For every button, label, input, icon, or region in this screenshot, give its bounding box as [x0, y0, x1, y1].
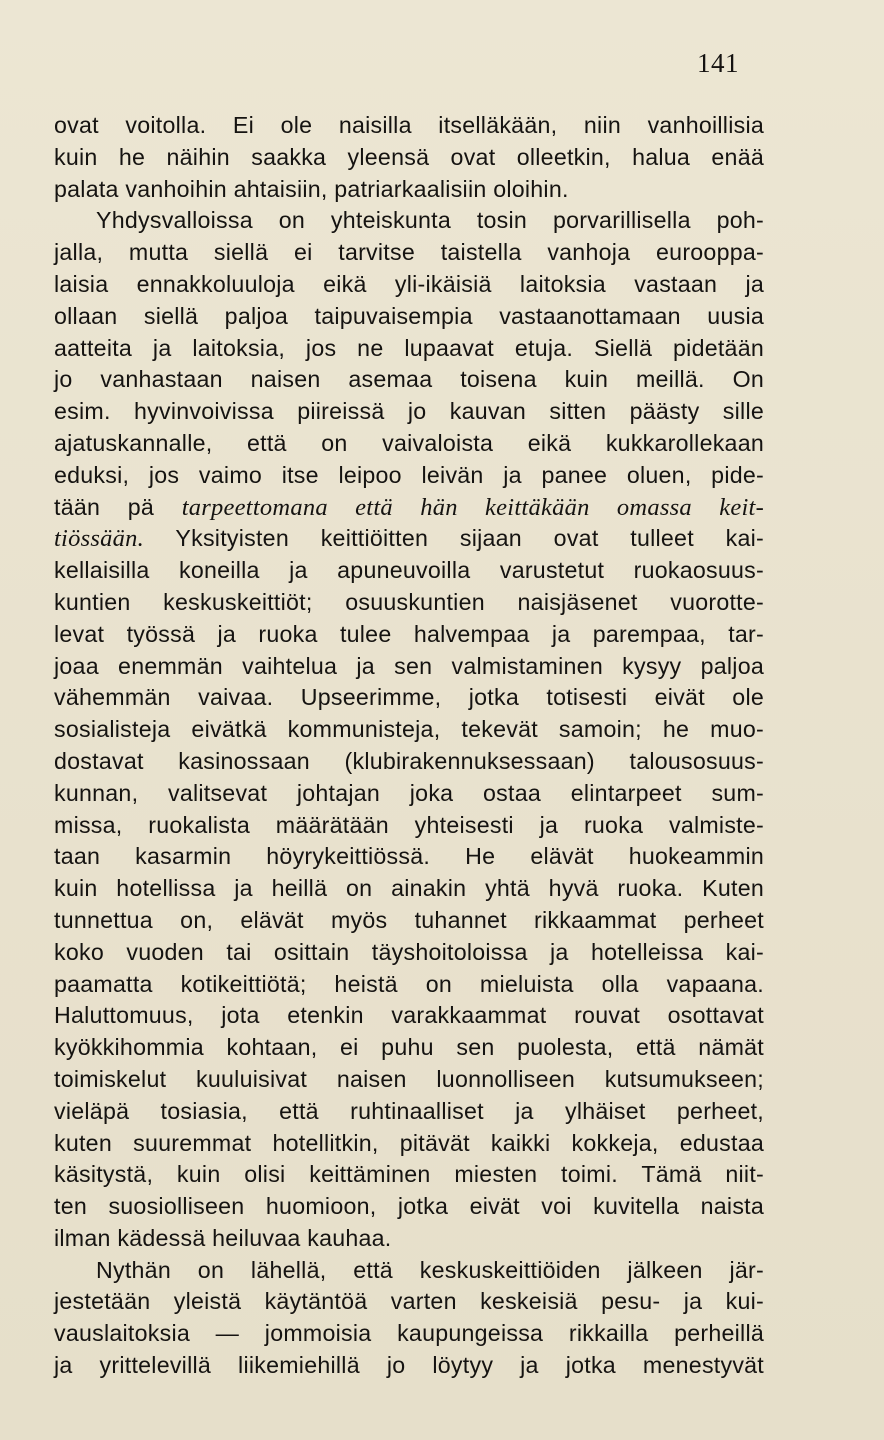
text-line: sosialisteja eivätkä kommunisteja, tekevät samoin; he muo- [54, 716, 764, 743]
text-line: ilman kädessä heiluvaa kauhaa. [54, 1224, 392, 1251]
text-line: ovat voitolla. Ei ole naisilla itselläkään, niin vanhoillisia [54, 112, 764, 138]
text-line: Yhdysvalloissa on yhteiskunta tosin porvarillisella poh- [96, 207, 764, 234]
text-line: Haluttomuus, jota etenkin varakkaammat rouvat osottavat [54, 1002, 764, 1029]
text-line: taan kasarmin höyrykeittiössä. He elävät huokeammin [54, 843, 764, 870]
text-line: joaa enemmän vaihtelua ja sen valmistaminen kysyy paljoa [54, 652, 764, 679]
text-line: dostavat kasinossaan (klubirakennuksessaan) talousosuus- [54, 747, 764, 774]
text-line: ajatuskannalle, että on vaivaloista eikä kukkarollekaan [54, 429, 764, 456]
text-line: kuin hotellissa ja heillä on ainakin yhtä hyvä ruoka. Kuten [54, 875, 764, 902]
text-line: Nythän on lähellä, että keskuskeittiöiden jälkeen jär- [96, 1256, 764, 1283]
text-line: jestetään yleistä käytäntöä varten keskeisiä pesu- ja kui- [54, 1288, 764, 1315]
text-line: levat työssä ja ruoka tulee halvempaa ja parempaa, tar- [54, 620, 764, 647]
text-segment: Yksityisten keittiöitten sijaan ovat tulleet kai- [144, 525, 764, 552]
text-line: käsitystä, kuin olisi keittäminen miesten toimi. Tämä niit- [54, 1161, 764, 1188]
text-line: vähemmän vaivaa. Upseerimme, jotka totisesti eivät ole [54, 684, 764, 711]
text-line: palata vanhoihin ahtaisiin, patriarkaalisiin oloihin. [54, 175, 569, 202]
text-line: koko vuoden tai osittain täyshoitoloissa ja hotelleissa kai- [54, 938, 764, 965]
body-text [54, 110, 764, 1382]
text-line: vieläpä tosiasia, että ruhtinaalliset ja ylhäiset perheet, [54, 1097, 764, 1124]
italic-segment: tarpeettomana että hän keittäkään omassa keit- [181, 493, 764, 521]
text-line: ja yrittelevillä liikemiehillä jo löytyy ja jotka menestyvät [54, 1352, 764, 1379]
text-line: jo vanhastaan naisen asemaa toisena kuin meillä. On [54, 366, 764, 393]
text-line: kellaisilla koneilla ja apuneuvoilla varustetut ruokaosuus- [54, 557, 764, 584]
text-line: tunnettua on, elävät myös tuhannet rikkaammat perheet [54, 906, 764, 933]
page-number: 141 [697, 48, 739, 78]
text-line: aatteita ja laitoksia, jos ne lupaavat etuja. Siellä pidetään [54, 334, 764, 361]
text-line: kyökkihommia kohtaan, ei puhu sen puolesta, että nämät [54, 1034, 764, 1061]
text-line: esim. hyvinvoivissa piireissä jo kauvan sitten päästy sille [54, 398, 764, 425]
text-line: kuten suuremmat hotellitkin, pitävät kaikki kokkeja, edustaa [54, 1129, 764, 1156]
text-line: missa, ruokalista määrätään yhteisesti ja ruoka valmiste- [54, 811, 764, 838]
text-line: toimiskelut kuuluisivat naisen luonnolliseen kutsumukseen; [54, 1065, 764, 1092]
text-line: paamatta kotikeittiötä; heistä on mieluista olla vapaana. [54, 970, 764, 997]
text-line: jalla, mutta siellä ei tarvitse taistella vanhoja eurooppa- [54, 239, 764, 266]
text-line: vauslaitoksia — jommoisia kaupungeissa rikkailla perheillä [54, 1320, 764, 1347]
text-segment: tään pä [54, 493, 182, 520]
text-line: kuin he näihin saakka yleensä ovat olleetkin, halua enää [54, 143, 764, 170]
text-line: ollaan siellä paljoa taipuvaisempia vastaanottamaan uusia [54, 302, 764, 329]
text-line: kuntien keskuskeittiöt; osuuskuntien naisjäsenet vuorotte- [54, 588, 764, 615]
text-line: kunnan, valitsevat johtajan joka ostaa elintarpeet sum- [54, 779, 764, 806]
text-line: ten suosiolliseen huomioon, jotka eivät voi kuvitella naista [54, 1193, 764, 1220]
text-line-with-italic [54, 492, 764, 524]
text-line: eduksi, jos vaimo itse leipoo leivän ja panee oluen, pide- [54, 461, 764, 488]
text-line: laisia ennakkoluuloja eikä yli-ikäisiä laitoksia vastaan ja [54, 270, 764, 297]
italic-segment: tiössään. [54, 525, 145, 553]
text-line-with-italic [54, 523, 764, 555]
